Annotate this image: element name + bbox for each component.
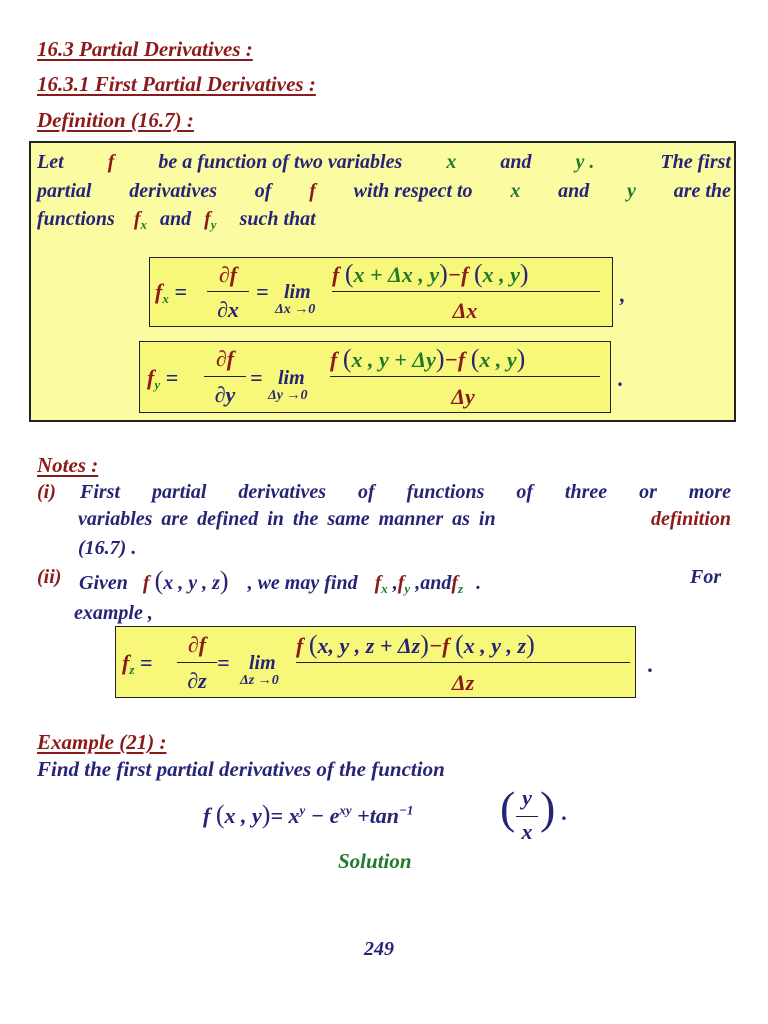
example-paren-left: ( <box>500 782 516 833</box>
formula-fz-partial-den: ∂z <box>187 668 207 693</box>
formula-fy-partial-bar <box>204 376 246 377</box>
example-frac-num: y <box>522 785 532 810</box>
formula-fx-lim-sub: Δx →0 <box>275 302 316 317</box>
formula-fz-numerator: f (x, y , z + Δz)−f (x , y , z) <box>296 630 535 659</box>
formula-fx-numerator: f (x + Δx , y)−f (x , y) <box>332 259 529 288</box>
formula-fx-lhs: $f_x$ = <box>155 279 187 306</box>
subsection-heading: 16.3.1 First Partial Derivatives : <box>37 72 316 96</box>
formula-fx-partial-bar <box>207 291 249 292</box>
definition-line-3: functions $f_x$ and $f_y$ such that <box>37 208 316 232</box>
formula-fx-denominator: Δx <box>452 298 478 323</box>
formula-fx-bar <box>332 291 600 292</box>
formula-fz-trail: . <box>648 652 654 677</box>
definition-line-1: Let f be a function of two variables x and y . The first <box>37 151 731 173</box>
example-frac-den: x <box>521 819 533 844</box>
formula-fz-lhs: $f_z$ = <box>122 650 153 677</box>
definition-line-2: partial derivatives of f with respect to x and y are the <box>37 180 731 202</box>
formula-fz-lim-sub: Δz →0 <box>240 673 279 688</box>
formula-fy-lhs: $f_y$ = <box>147 365 179 392</box>
formula-fx-trail: , <box>620 282 626 307</box>
example-formula: f (x , $y)= x^y - e^{xy} +\tan^{-1}$ <box>203 800 414 829</box>
example-heading: Example (21) : <box>37 730 167 754</box>
notes-heading: Notes : <box>37 453 99 477</box>
example-frac-bar <box>516 816 538 817</box>
formula-fx-lim: lim <box>284 281 311 303</box>
note-2-marker: (ii) <box>37 566 62 588</box>
note-1-line-1: First partial derivatives of functions of three or more <box>80 481 731 503</box>
note-2-example: example , <box>74 602 153 624</box>
note-2-for: For <box>690 566 722 588</box>
formula-fx-partial-num: ∂f <box>218 262 238 287</box>
note-1-line-3: (16.7) . <box>78 537 137 559</box>
note-1-marker: (i) <box>37 481 56 503</box>
formula-fy-partial-den: ∂y <box>214 382 236 407</box>
formula-fz-eq: = <box>217 650 230 675</box>
formula-fz-bar <box>296 662 630 663</box>
note-2-line-1: Given f (x , y , z) , we may find $f_x$ $,f_y$ ,andf$_z$ . <box>79 566 482 596</box>
definition-heading: Definition (16.7) : <box>37 108 194 132</box>
solution-label: Solution <box>338 849 412 873</box>
section-heading: 16.3 Partial Derivatives : <box>37 37 253 61</box>
example-dot: . <box>562 800 568 825</box>
formula-fz-lim: lim <box>249 652 276 674</box>
formula-fy-lim: lim <box>278 367 305 389</box>
formula-fy-trail: . <box>618 366 624 391</box>
formula-fz-partial-bar <box>177 662 217 663</box>
formula-fy-eq: = <box>250 365 263 390</box>
formula-fx-eq: = <box>256 279 269 304</box>
note-1-line-2: variables are defined in the same manner as in definition <box>78 508 731 530</box>
example-paren-right: ) <box>540 782 556 833</box>
formula-fy-partial-num: ∂f <box>215 346 235 371</box>
formula-fy-numerator: f (x , y + Δy)−f (x , y) <box>330 344 526 373</box>
formula-fz-partial-num: ∂f <box>187 632 207 657</box>
formula-fy-denominator: Δy <box>451 384 475 409</box>
example-text: Find the first partial derivatives of the function <box>37 757 445 781</box>
formula-fx-partial-den: ∂x <box>217 297 239 322</box>
formula-fy-lim-sub: Δy →0 <box>268 388 308 403</box>
page-number: 249 <box>364 938 394 960</box>
formula-fz-denominator: Δz <box>451 670 475 695</box>
formula-fy-bar <box>330 376 600 377</box>
